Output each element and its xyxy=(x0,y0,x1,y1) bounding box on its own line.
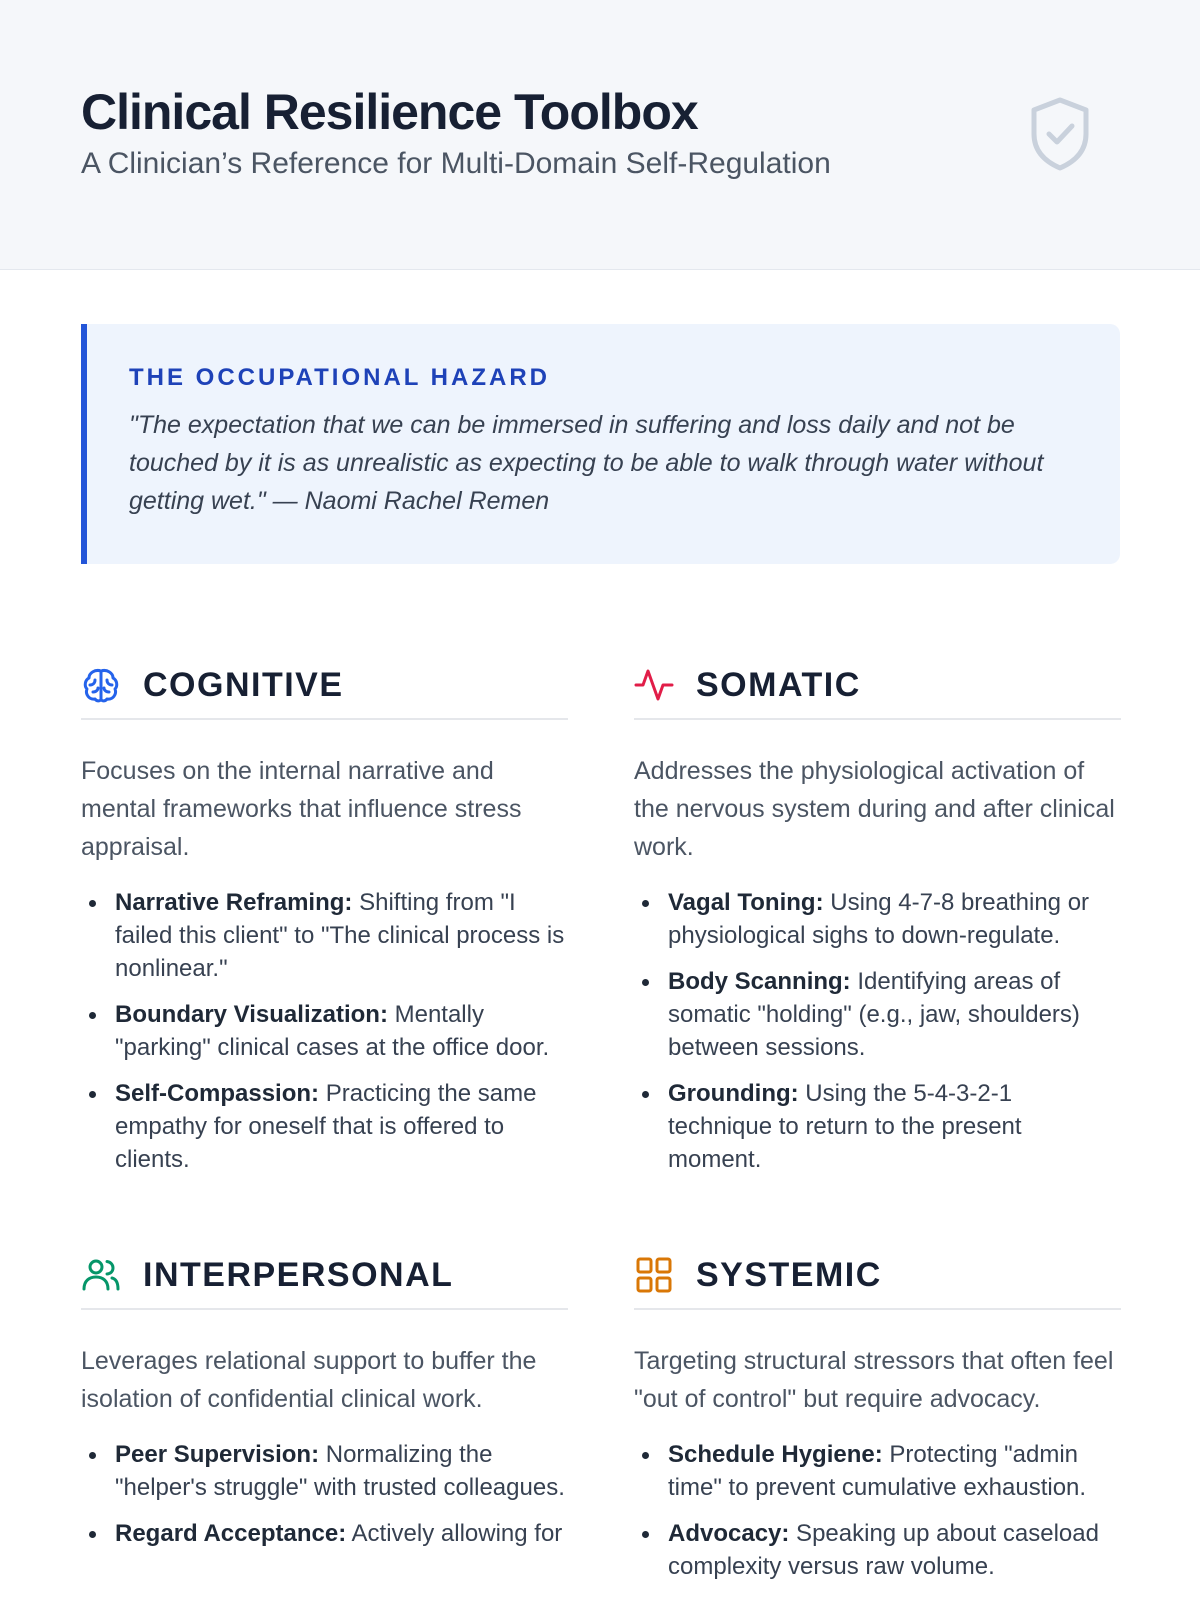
list-item xyxy=(634,965,1121,1064)
domain-title: INTERPERSONAL xyxy=(143,1255,454,1294)
technique-text: Mentally "parking" clinical cases at the office door. xyxy=(115,1001,550,1061)
brain-icon xyxy=(81,665,121,705)
technique-text: Practicing the same empathy for oneself that is offered to clients. xyxy=(115,1080,537,1173)
technique-term: Grounding: xyxy=(668,1080,799,1107)
list-item xyxy=(634,1438,1121,1504)
domain-header xyxy=(634,1254,1121,1310)
domain-title: SOMATIC xyxy=(696,665,861,704)
technique-list xyxy=(81,886,568,1176)
technique-term: Advocacy: xyxy=(668,1520,790,1547)
technique-text: Actively allowing for xyxy=(346,1520,563,1547)
technique-term: Schedule Hygiene: xyxy=(668,1441,883,1468)
technique-text: Using 4-7-8 breathing or physiological sighs to down-regulate. xyxy=(668,889,1090,949)
page-header xyxy=(0,0,1200,270)
grid-icon xyxy=(634,1255,674,1295)
technique-text: Normalizing the "helper's struggle" with trusted colleagues. xyxy=(115,1441,565,1501)
domain-description: Addresses the physiological activation of the nervous system during and after clinical work. xyxy=(634,757,1115,861)
callout-quote: "The expectation that we can be immersed in suffering and loss daily and not be touched by it is as unrealistic as expecting to be able to walk through water without getting wet." — Naomi Rachel Remen xyxy=(129,411,1044,515)
shield-check-icon xyxy=(1028,96,1092,172)
technique-list xyxy=(634,1438,1121,1583)
technique-text: Shifting from "I failed this client" to "The clinical process is nonlinear." xyxy=(115,889,565,982)
page-title: Clinical Resilience Toolbox xyxy=(81,84,698,140)
pulse-icon xyxy=(634,665,674,705)
technique-term: Peer Supervision: xyxy=(115,1441,320,1468)
domain-cognitive xyxy=(81,664,568,1189)
technique-list xyxy=(634,886,1121,1176)
domain-header xyxy=(81,1254,568,1310)
technique-term: Self-Compassion: xyxy=(115,1080,320,1107)
list-item xyxy=(81,886,568,985)
technique-term: Regard Acceptance: xyxy=(115,1520,347,1547)
list-item xyxy=(81,1077,568,1176)
list-item xyxy=(81,998,568,1064)
domain-description: Targeting structural stressors that often feel "out of control" but require advocacy. xyxy=(634,1347,1114,1413)
technique-list xyxy=(81,1438,568,1550)
technique-text: Speaking up about caseload complexity versus raw volume. xyxy=(668,1520,1099,1580)
callout-label: THE OCCUPATIONAL HAZARD xyxy=(129,364,550,391)
technique-term: Vagal Toning: xyxy=(668,889,824,916)
technique-term: Narrative Reframing: xyxy=(115,889,353,916)
domain-header xyxy=(81,664,568,720)
list-item xyxy=(81,1438,568,1504)
technique-text: Identifying areas of somatic "holding" (e.g., jaw, shoulders) between sessions. xyxy=(668,968,1080,1061)
technique-term: Body Scanning: xyxy=(668,968,851,995)
domain-title: COGNITIVE xyxy=(143,665,344,704)
technique-term: Boundary Visualization: xyxy=(115,1001,388,1028)
list-item xyxy=(634,1077,1121,1176)
domain-systemic xyxy=(634,1254,1121,1596)
technique-text: Using the 5-4-3-2-1 technique to return to the present moment. xyxy=(668,1080,1022,1173)
domain-interpersonal xyxy=(81,1254,568,1563)
list-item xyxy=(634,886,1121,952)
domain-description: Focuses on the internal narrative and mental frameworks that influence stress appraisal. xyxy=(81,757,522,861)
page-subtitle: A Clinician’s Reference for Multi-Domain Self-Regulation xyxy=(81,147,831,180)
domain-header xyxy=(634,664,1121,720)
technique-text: Protecting "admin time" to prevent cumulative exhaustion. xyxy=(668,1441,1087,1501)
domain-title: SYSTEMIC xyxy=(696,1255,882,1294)
list-item xyxy=(81,1517,568,1550)
domain-description: Leverages relational support to buffer the isolation of confidential clinical work. xyxy=(81,1347,537,1413)
list-item xyxy=(634,1517,1121,1583)
domain-somatic xyxy=(634,664,1121,1189)
users-icon xyxy=(81,1255,121,1295)
occupational-hazard-callout xyxy=(81,324,1120,564)
